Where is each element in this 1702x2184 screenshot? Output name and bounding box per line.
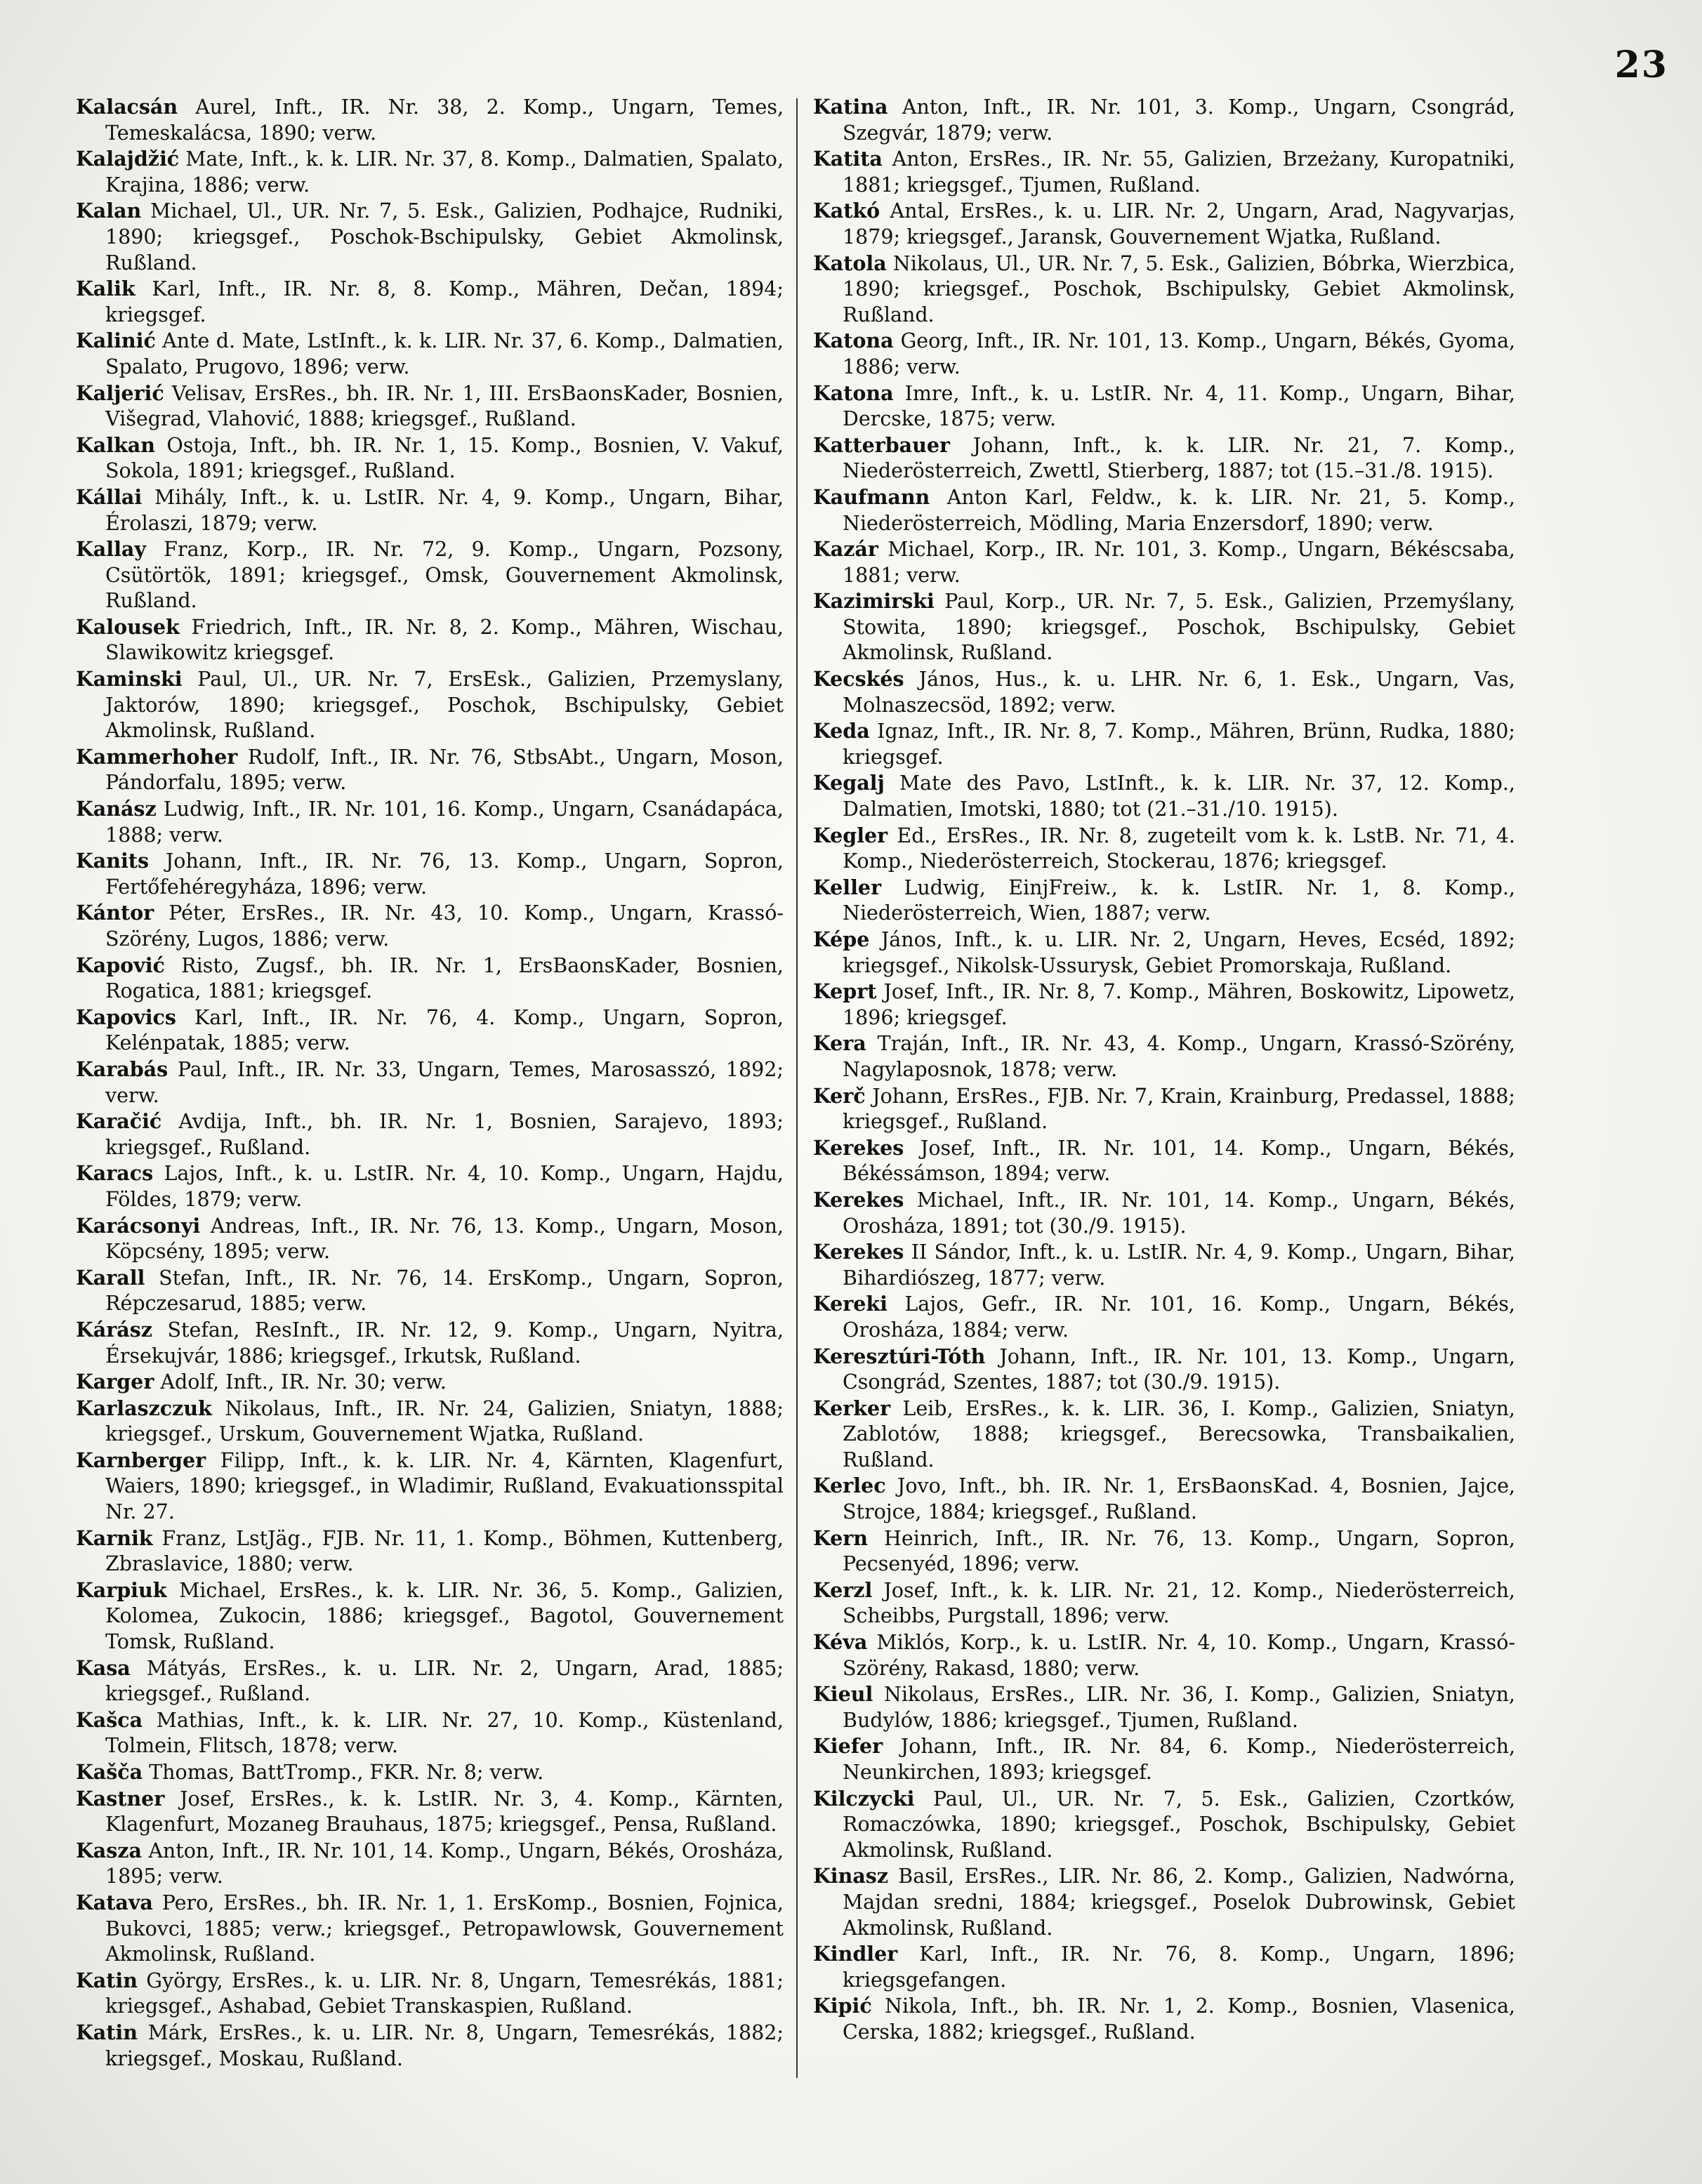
entry-surname: Katona [813, 380, 894, 405]
entry-surname: Kerzl [813, 1577, 873, 1602]
entry-surname: Kinasz [813, 1864, 889, 1888]
register-entry [76, 1160, 784, 1212]
entry-surname: Kaljerić [76, 380, 164, 405]
register-entry [76, 380, 784, 432]
register-entry [813, 1291, 1515, 1343]
entry-surname: Kieul [813, 1682, 873, 1707]
register-entry [76, 1108, 784, 1160]
entry-details: Anton, ErsRes., IR. Nr. 55, Galizien, Brzeżany, Kuropatniki, 1881; kriegsgef., Tjumen, Rußland. [843, 147, 1515, 197]
register-entry [76, 1838, 784, 1890]
register-entry [813, 1135, 1515, 1187]
entry-details: Michael, ErsRes., k. k. LIR. Nr. 36, 5. Komp., Galizien, Kolomea, Zukocin, 1886; kriegsgef., Bagotol, Gouvernement Tomsk, Rußland. [105, 1578, 784, 1654]
entry-details: Lajos, Inft., k. u. LstIR. Nr. 4, 10. Komp., Ungarn, Hajdu, Földes, 1879; verw. [105, 1162, 784, 1211]
entry-details: Avdija, Inft., bh. IR. Nr. 1, Bosnien, Sarajevo, 1893; kriegsgef., Rußland. [105, 1110, 784, 1159]
entry-details: Michael, Korp., IR. Nr. 101, 3. Komp., Ungarn, Békéscsaba, 1881; verw. [843, 538, 1515, 587]
entry-surname: Kašca [76, 1707, 143, 1732]
register-entry [813, 1031, 1515, 1083]
entry-details: Ludwig, EinjFreiw., k. k. LstIR. Nr. 1, 8. Komp., Niederösterreich, Wien, 1887; verw. [843, 875, 1515, 925]
entry-surname: Kalinić [76, 329, 156, 353]
register-entry [813, 1993, 1515, 2045]
register-entry [813, 718, 1515, 770]
entry-surname: Katola [813, 251, 887, 275]
register-entry [76, 744, 784, 796]
register-entry [76, 614, 784, 666]
entry-surname: Kaufmann [813, 484, 930, 509]
register-entry [76, 848, 784, 900]
entry-details: János, Hus., k. u. LHR. Nr. 6, 1. Esk., Ungarn, Vas, Molnaszecsöd, 1892; verw. [843, 668, 1515, 717]
register-entry [76, 2020, 784, 2072]
entry-details: Johann, ErsRes., FJB. Nr. 7, Krain, Krainburg, Predassel, 1888; kriegsgef., Rußland. [843, 1084, 1515, 1134]
entry-details: Stefan, ResInft., IR. Nr. 12, 9. Komp., Ungarn, Nyitra, Érsekujvár, 1886; kriegsgef., Irkutsk, Rußland. [105, 1318, 784, 1368]
entry-surname: Kera [813, 1031, 866, 1056]
entry-surname: Katkó [813, 199, 880, 223]
register-entry [813, 979, 1515, 1031]
entry-details: Michael, Inft., IR. Nr. 101, 14. Komp., Ungarn, Békés, Orosháza, 1891; tot (30./9. 1915). [843, 1188, 1515, 1238]
entry-surname: Karnik [76, 1526, 153, 1550]
register-entry [813, 484, 1515, 536]
register-entry [813, 1863, 1515, 1941]
entry-surname: Kern [813, 1526, 869, 1550]
entry-surname: Kanász [76, 797, 157, 821]
entry-details: Mihály, Inft., k. u. LstIR. Nr. 4, 9. Komp., Ungarn, Bihar, Érolaszi, 1879; verw. [105, 485, 784, 535]
entry-surname: Kerlec [813, 1474, 886, 1498]
entry-details: Nikolaus, Ul., UR. Nr. 7, 5. Esk., Galizien, Bóbrka, Wierzbica, 1890; kriegsgef., Poschok, Bschipulsky, Gebiet Akmolinsk, Rußland. [843, 251, 1515, 326]
entry-surname: Kiefer [813, 1734, 883, 1759]
register-entry [813, 380, 1515, 432]
register-entry [76, 432, 784, 484]
register-entry [76, 536, 784, 614]
entry-surname: Kalan [76, 199, 142, 223]
register-entry [76, 1057, 784, 1108]
register-entry [76, 1265, 784, 1317]
register-entry [76, 1968, 784, 2020]
entry-details: Paul, Inft., IR. Nr. 33, Ungarn, Temes, Marosasszó, 1892; verw. [105, 1057, 784, 1107]
entry-surname: Kapović [76, 953, 165, 977]
entry-surname: Kastner [76, 1786, 165, 1811]
entry-surname: Kegalj [813, 771, 885, 795]
entry-surname: Kalousek [76, 614, 180, 639]
register-entry [813, 94, 1515, 146]
register-entry [813, 146, 1515, 198]
entry-details: Josef, Inft., k. k. LIR. Nr. 21, 12. Komp., Niederösterreich, Scheibbs, Purgstall, 1896; verw. [843, 1578, 1515, 1628]
entry-details: Nikola, Inft., bh. IR. Nr. 1, 2. Komp., Bosnien, Vlasenica, Cerska, 1882; kriegsgef., Rußland. [843, 1994, 1515, 2044]
entry-details: Ostoja, Inft., bh. IR. Nr. 1, 15. Komp., Bosnien, V. Vakuf, Sokola, 1891; kriegsgef., Rußland. [105, 433, 784, 483]
entry-surname: Katterbauer [813, 432, 950, 457]
entry-surname: Keller [813, 875, 882, 899]
register-entry [76, 1213, 784, 1265]
entry-details: Paul, Ul., UR. Nr. 7, ErsEsk., Galizien, Przemyslany, Jaktorów, 1890; kriegsgef., Poschok, Bschipulsky, Gebiet Akmolinsk, Rußland. [105, 668, 784, 743]
entry-surname: Keresztúri-Tóth [813, 1344, 986, 1368]
register-entry [76, 1005, 784, 1057]
register-entry [813, 927, 1515, 979]
register-entry [76, 1577, 784, 1655]
register-entry [76, 328, 784, 380]
entry-details: Velisav, ErsRes., bh. IR. Nr. 1, III. ErsBaonsKader, Bosnien, Višegrad, Vlahović, 1888; kriegsgef., Rußland. [105, 381, 784, 431]
entry-details: Risto, Zugsf., bh. IR. Nr. 1, ErsBaonsKader, Bosnien, Rogatica, 1881; kriegsgef. [105, 953, 784, 1003]
register-entry [76, 953, 784, 1005]
entry-details: Georg, Inft., IR. Nr. 101, 13. Komp., Ungarn, Békés, Gyoma, 1886; verw. [843, 329, 1515, 378]
entry-surname: Kerekes [813, 1240, 904, 1264]
register-entry [76, 146, 784, 198]
register-entry [813, 1187, 1515, 1239]
entry-details: Mate, Inft., k. k. LIR. Nr. 37, 8. Komp., Dalmatien, Spalato, Krajina, 1886; verw. [105, 147, 784, 197]
entry-details: Rudolf, Inft., IR. Nr. 76, StbsAbt., Ungarn, Moson, Pándorfalu, 1895; verw. [105, 745, 784, 795]
entry-surname: Kazimirski [813, 589, 935, 614]
entry-details: Ludwig, Inft., IR. Nr. 101, 16. Komp., Ungarn, Csanádapáca, 1888; verw. [105, 798, 784, 847]
entry-details: Pero, ErsRes., bh. IR. Nr. 1, 1. ErsKomp., Bosnien, Fojnica, Bukovci, 1885; verw.; kriegsgef., Petropawlowsk, Gouvernement Akmolinsk, Rußland. [105, 1891, 784, 1966]
entry-surname: Kapovics [76, 1005, 176, 1029]
entry-details: Traján, Inft., IR. Nr. 43, 4. Komp., Ungarn, Krassó-Szörény, Nagylaposnok, 1878; verw. [843, 1032, 1515, 1081]
entry-details: Mathias, Inft., k. k. LIR. Nr. 27, 10. Komp., Küstenland, Tolmein, Flitsch, 1878; verw. [105, 1708, 784, 1758]
entry-details: II Sándor, Inft., k. u. LstIR. Nr. 4, 9. Komp., Ungarn, Bihar, Bihardiószeg, 1877; verw. [843, 1240, 1515, 1290]
entry-surname: Kasa [76, 1655, 131, 1680]
register-entry [76, 94, 784, 146]
entry-details: Leib, ErsRes., k. k. LIR. 36, I. Komp., Galizien, Sniatyn, Zablotów, 1888; kriegsgef., Berecsowka, Transbaikalien, Rußland. [843, 1396, 1515, 1471]
entry-details: Aurel, Inft., IR. Nr. 38, 2. Komp., Ungarn, Temes, Temeskalácsa, 1890; verw. [105, 95, 784, 145]
register-entry [813, 198, 1515, 250]
entry-details: Johann, Inft., IR. Nr. 76, 13. Komp., Ungarn, Sopron, Fertőfehéregyháza, 1896; verw. [105, 849, 784, 899]
register-entry [813, 875, 1515, 927]
entry-surname: Kéva [813, 1630, 868, 1655]
entry-surname: Keda [813, 719, 870, 743]
entry-details: Stefan, Inft., IR. Nr. 76, 14. ErsKomp., Ungarn, Sopron, Répczesarud, 1885; verw. [105, 1266, 784, 1316]
entry-surname: Kerekes [813, 1135, 904, 1160]
entry-surname: Kerč [813, 1083, 866, 1108]
register-entry [813, 1344, 1515, 1396]
entry-details: Jovo, Inft., bh. IR. Nr. 1, ErsBaonsKad. 4, Bosnien, Jajce, Strojce, 1884; kriegsgef., Rußland. [843, 1474, 1515, 1524]
entry-details: Péter, ErsRes., IR. Nr. 43, 10. Komp., Ungarn, Krassó-Szörény, Lugos, 1886; verw. [105, 901, 784, 951]
entry-details: Mátyás, ErsRes., k. u. LIR. Nr. 2, Ungarn, Arad, 1885; kriegsgef., Rußland. [105, 1656, 784, 1706]
entry-surname: Kilczycki [813, 1786, 915, 1811]
entry-surname: Katin [76, 1968, 138, 1992]
entry-surname: Karnberger [76, 1448, 206, 1472]
left-column [76, 94, 784, 2072]
entry-surname: Képe [813, 927, 870, 951]
register-entry [76, 1317, 784, 1369]
entry-surname: Kipić [813, 1994, 872, 2018]
register-entry [813, 1577, 1515, 1629]
entry-surname: Kereki [813, 1292, 888, 1316]
entry-details: Imre, Inft., k. u. LstIR. Nr. 4, 11. Komp., Ungarn, Bihar, Dercske, 1875; verw. [843, 381, 1515, 431]
register-entry [813, 1083, 1515, 1135]
entry-surname: Kállai [76, 484, 143, 509]
register-entry [813, 1239, 1515, 1291]
register-entry [76, 1759, 784, 1786]
entry-surname: Katita [813, 147, 883, 171]
register-entry [813, 536, 1515, 588]
register-entry [76, 796, 784, 848]
register-entry [813, 1629, 1515, 1681]
register-entry [813, 1396, 1515, 1474]
entry-details: Antal, ErsRes., k. u. LIR. Nr. 2, Ungarn, Arad, Nagyvarjas, 1879; kriegsgef., Jaransk, Gouvernement Wjatka, Rußland. [843, 199, 1515, 249]
entry-surname: Kazár [813, 537, 878, 562]
entry-surname: Karger [76, 1370, 154, 1394]
entry-details: Basil, ErsRes., LIR. Nr. 86, 2. Komp., Galizien, Nadwórna, Majdan sredni, 1884; kriegsgef., Poselok Dubrowinsk, Gebiet Akmolinsk, Rußland. [843, 1865, 1515, 1940]
entry-details: Márk, ErsRes., k. u. LIR. Nr. 8, Ungarn, Temesrékás, 1882; kriegsgef., Moskau, Rußland. [105, 2020, 784, 2070]
register-entry [76, 1786, 784, 1838]
entry-details: Nikolaus, ErsRes., LIR. Nr. 36, I. Komp., Galizien, Sniatyn, Budylów, 1886; kriegsgef., Tjumen, Rußland. [843, 1683, 1515, 1732]
entry-surname: Kalajdžić [76, 147, 180, 171]
entry-details: Johann, Inft., k. k. LIR. Nr. 21, 7. Komp., Niederösterreich, Zwettl, Stierberg, 1887; tot (15.–31./8. 1915). [843, 433, 1515, 483]
register-entry [76, 1369, 784, 1396]
entry-details: Karl, Inft., IR. Nr. 8, 8. Komp., Mähren, Dečan, 1894; kriegsgef. [105, 277, 784, 326]
entry-surname: Kántor [76, 901, 154, 925]
register-entry [813, 1681, 1515, 1733]
entry-surname: Katona [813, 329, 894, 353]
register-entry [813, 666, 1515, 718]
entry-details: János, Inft., k. u. LIR. Nr. 2, Ungarn, Heves, Ecséd, 1892; kriegsgef., Nikolsk-Ussurysk, Gebiet Promorskaja, Rußland. [843, 928, 1515, 977]
entry-details: Paul, Korp., UR. Nr. 7, 5. Esk., Galizien, Przemyślany, Stowita, 1890; kriegsgef., Poschok, Bschipulsky, Gebiet Akmolinsk, Rußland. [843, 590, 1515, 665]
entry-surname: Kindler [813, 1942, 898, 1966]
register-entry [813, 251, 1515, 329]
entry-surname: Kasza [76, 1838, 142, 1862]
entry-surname: Kerekes [813, 1187, 904, 1212]
entry-surname: Karácsonyi [76, 1213, 201, 1238]
page-number: 23 [1614, 44, 1668, 86]
entry-details: Heinrich, Inft., IR. Nr. 76, 13. Komp., Ungarn, Sopron, Pecsenyéd, 1896; verw. [843, 1526, 1515, 1576]
entry-details: Michael, Ul., UR. Nr. 7, 5. Esk., Galizien, Podhajce, Rudniki, 1890; kriegsgef., Poschok-Bschipulsky, Gebiet Akmolinsk, Rußland. [105, 199, 784, 274]
entry-details: Josef, Inft., IR. Nr. 8, 7. Komp., Mähren, Boskowitz, Lipowetz, 1896; kriegsgef. [843, 980, 1515, 1029]
register-entry [813, 823, 1515, 875]
entry-details: Ignaz, Inft., IR. Nr. 8, 7. Komp., Mähren, Brünn, Rudka, 1880; kriegsgef. [843, 720, 1515, 769]
entry-details: Miklós, Korp., k. u. LstIR. Nr. 4, 10. Komp., Ungarn, Krassó-Szörény, Rakasd, 1880; verw. [843, 1631, 1515, 1680]
entry-details: Josef, ErsRes., k. k. LstIR. Nr. 3, 4. Komp., Kärnten, Klagenfurt, Mozaneg Brauhaus, 1875; kriegsgef., Pensa, Rußland. [105, 1787, 784, 1836]
entry-details: Karl, Inft., IR. Nr. 76, 8. Komp., Ungarn, 1896; kriegsgefangen. [843, 1943, 1515, 1992]
register-entry [813, 328, 1515, 380]
register-entry [813, 1526, 1515, 1577]
register-entry [76, 1526, 784, 1577]
entry-details: Friedrich, Inft., IR. Nr. 8, 2. Komp., Mähren, Wischau, Slawikowitz kriegsgef. [105, 615, 784, 665]
register-entry [76, 484, 784, 536]
entry-details: Andreas, Inft., IR. Nr. 76, 13. Komp., Ungarn, Moson, Köpcsény, 1895; verw. [105, 1214, 784, 1264]
entry-details: Johann, Inft., IR. Nr. 84, 6. Komp., Niederösterreich, Neunkirchen, 1893; kriegsgef. [843, 1735, 1515, 1784]
entry-surname: Kammerhoher [76, 744, 238, 769]
entry-surname: Katin [76, 2020, 138, 2044]
entry-surname: Kaminski [76, 667, 183, 691]
register-entry [813, 770, 1515, 822]
entry-details: Nikolaus, Inft., IR. Nr. 24, Galizien, Sniatyn, 1888; kriegsgef., Urskum, Gouvernement Wjatka, Rußland. [105, 1396, 784, 1446]
entry-surname: Kecskés [813, 667, 904, 691]
register-entry [76, 1707, 784, 1759]
register-entry [76, 198, 784, 276]
register-entry [76, 1396, 784, 1448]
register-entry [813, 588, 1515, 666]
register-entry [76, 1890, 784, 1968]
entry-details: Johann, Inft., IR. Nr. 101, 13. Komp., Ungarn, Csongrád, Szentes, 1887; tot (30./9. 1915). [843, 1344, 1515, 1394]
register-entry [813, 432, 1515, 484]
entry-surname: Karačić [76, 1109, 162, 1134]
entry-surname: Kašča [76, 1760, 143, 1784]
entry-surname: Karabás [76, 1057, 169, 1081]
register-entry [76, 900, 784, 952]
entry-surname: Karacs [76, 1161, 154, 1186]
entry-surname: Kerker [813, 1396, 891, 1420]
entry-details: Ante d. Mate, LstInft., k. k. LIR. Nr. 37, 6. Komp., Dalmatien, Spalato, Prugovo, 1896; verw. [105, 329, 784, 378]
entry-surname: Karlaszczuk [76, 1396, 212, 1420]
entry-surname: Kalik [76, 277, 136, 301]
entry-details: Ed., ErsRes., IR. Nr. 8, zugeteilt vom k. k. LstB. Nr. 71, 4. Komp., Niederösterreich, Stockerau, 1876; kriegsgef. [843, 823, 1515, 873]
register-entry [813, 1733, 1515, 1785]
entry-surname: Karall [76, 1265, 145, 1290]
register-entry [813, 1786, 1515, 1864]
entry-details: Josef, Inft., IR. Nr. 101, 14. Komp., Ungarn, Békés, Békéssámson, 1894; verw. [843, 1136, 1515, 1186]
entry-surname: Katava [76, 1890, 153, 1914]
entry-details: Franz, Korp., IR. Nr. 72, 9. Komp., Ungarn, Pozsony, Csütörtök, 1891; kriegsgef., Omsk, Gouvernement Akmolinsk, Rußland. [105, 538, 784, 613]
entry-details: Adolf, Inft., IR. Nr. 30; verw. [154, 1370, 447, 1394]
entry-details: Mate des Pavo, LstInft., k. k. LIR. Nr. 37, 12. Komp., Dalmatien, Imotski, 1880; tot (21.–31./10. 1915). [843, 772, 1515, 821]
register-entry [76, 276, 784, 328]
entry-details: Thomas, BattTromp., FKR. Nr. 8; verw. [143, 1761, 544, 1784]
entry-surname: Kárász [76, 1317, 152, 1342]
entry-surname: Kalkan [76, 432, 155, 457]
entry-details: Karl, Inft., IR. Nr. 76, 4. Komp., Ungarn, Sopron, Kelénpatak, 1885; verw. [105, 1005, 784, 1055]
entry-details: Filipp, Inft., k. k. LIR. Nr. 4, Kärnten, Klagenfurt, Waiers, 1890; kriegsgef., in Wladimir, Rußland, Evakuationsspital Nr. 27. [105, 1448, 784, 1524]
register-entry [76, 1448, 784, 1526]
entry-details: György, ErsRes., k. u. LIR. Nr. 8, Ungarn, Temesrékás, 1881; kriegsgef., Ashabad, Gebiet Transkaspien, Rußland. [105, 1968, 784, 2018]
entry-details: Lajos, Gefr., IR. Nr. 101, 16. Komp., Ungarn, Békés, Orosháza, 1884; verw. [843, 1292, 1515, 1342]
entry-surname: Kegler [813, 823, 888, 847]
register-entry [813, 1473, 1515, 1525]
entry-surname: Kallay [76, 537, 146, 562]
column-divider [796, 98, 798, 2078]
entry-surname: Karpiuk [76, 1577, 167, 1602]
entry-details: Franz, LstJäg., FJB. Nr. 11, 1. Komp., Böhmen, Kuttenberg, Zbraslavice, 1880; verw. [105, 1526, 784, 1576]
entry-details: Anton, Inft., IR. Nr. 101, 3. Komp., Ungarn, Csongrád, Szegvár, 1879; verw. [843, 95, 1515, 145]
entry-details: Anton Karl, Feldw., k. k. LIR. Nr. 21, 5. Komp., Niederösterreich, Mödling, Maria Enzersdorf, 1890; verw. [843, 485, 1515, 535]
register-entry [813, 1941, 1515, 1993]
entry-details: Anton, Inft., IR. Nr. 101, 14. Komp., Ungarn, Békés, Orosháza, 1895; verw. [105, 1839, 784, 1888]
right-column [813, 94, 1515, 2046]
entry-details: Paul, Ul., UR. Nr. 7, 5. Esk., Galizien, Czortków, Romaczówka, 1890; kriegsgef., Poschok, Bschipulsky, Gebiet Akmolinsk, Rußland. [843, 1787, 1515, 1862]
register-entry [76, 666, 784, 744]
entry-surname: Keprt [813, 979, 877, 1004]
register-entry [76, 1655, 784, 1707]
entry-surname: Kanits [76, 849, 149, 873]
entry-surname: Kalacsán [76, 95, 178, 119]
entry-surname: Katina [813, 95, 888, 119]
